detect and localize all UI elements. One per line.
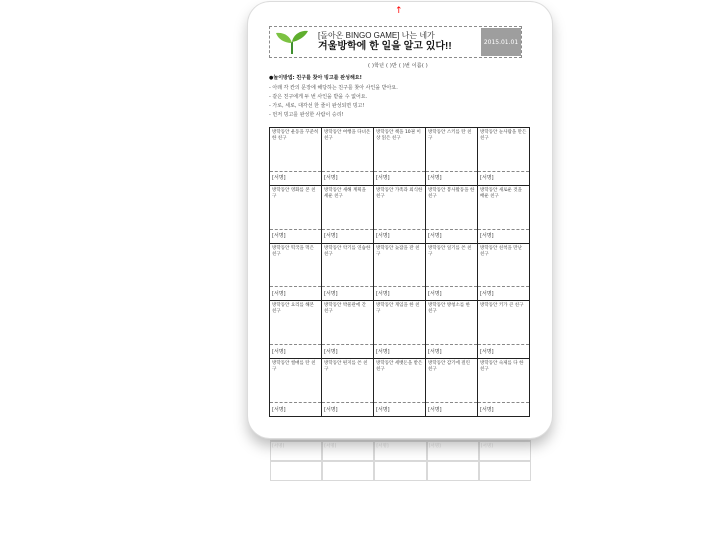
bingo-mission-row <box>270 128 530 172</box>
reflection-cell: [서명] <box>479 441 531 461</box>
bingo-mission-cell: 방학동안 떡국을 먹은 친구 <box>270 243 322 287</box>
bingo-mission-row <box>270 359 530 403</box>
instruction-line: - 같은 친구에게 두 번 사인을 받을 수 없어요. <box>269 94 368 100</box>
bingo-mission-cell: 방학동안 책을 10권 이상 읽은 친구 <box>374 128 426 172</box>
bingo-sign-cell[interactable]: [서명] <box>426 229 478 243</box>
student-info-line: ( )학년 ( )반 ( )번 이름( ) <box>368 63 428 69</box>
bingo-mission-cell: 방학동안 세뱃돈을 받은 친구 <box>374 359 426 403</box>
bingo-mission-cell: 방학동안 눈사람을 만든 친구 <box>478 128 530 172</box>
reflection-cell <box>374 461 426 481</box>
page-reflection <box>262 440 542 540</box>
instruction-line: - 가로, 세로, 대각선 한 줄이 완성되면 빙고! <box>269 103 365 109</box>
bingo-mission-cell: 방학동안 가족과 외식한 친구 <box>374 185 426 229</box>
bingo-mission-cell: 방학동안 친척을 만난 친구 <box>478 243 530 287</box>
bingo-sign-cell[interactable]: [서명] <box>270 403 322 417</box>
bingo-sign-cell[interactable]: [서명] <box>478 287 530 301</box>
bingo-mission-cell: 방학동안 봉사활동을 한 친구 <box>426 185 478 229</box>
bingo-sign-row <box>270 345 530 359</box>
bingo-sign-cell[interactable]: [서명] <box>478 345 530 359</box>
bingo-sign-row <box>270 171 530 185</box>
title-line-2: 겨울방학에 한 일을 알고 있다!! <box>318 41 452 52</box>
bingo-sign-cell[interactable]: [서명] <box>322 229 374 243</box>
bingo-mission-cell: 방학동안 방청소를 한 친구 <box>426 301 478 345</box>
bingo-table <box>269 127 530 417</box>
bingo-sign-cell[interactable]: [서명] <box>374 229 426 243</box>
date-badge: 2015.01.01 <box>481 28 521 56</box>
bingo-mission-cell: 방학동안 요리를 해본 친구 <box>270 301 322 345</box>
bingo-mission-cell: 방학동안 편지를 쓴 친구 <box>322 359 374 403</box>
worksheet-page <box>248 2 552 438</box>
bingo-mission-cell: 방학동안 숙제를 다 한 친구 <box>478 359 530 403</box>
bingo-sign-cell[interactable]: [서명] <box>322 171 374 185</box>
bingo-sign-cell[interactable]: [서명] <box>426 403 478 417</box>
bingo-mission-cell: 방학동안 악기를 연습한 친구 <box>322 243 374 287</box>
reflection-cell <box>427 461 479 481</box>
bingo-mission-cell: 방학동안 썰매를 탄 친구 <box>270 359 322 403</box>
reflection-cell <box>270 461 322 481</box>
reflection-cell: [서명] <box>270 441 322 461</box>
title-box <box>314 31 481 53</box>
bingo-sign-cell[interactable]: [서명] <box>426 287 478 301</box>
bingo-mission-row <box>270 243 530 287</box>
instruction-heading: ●놀이방법: 친구를 찾아 빙고를 완성해요! <box>269 75 362 81</box>
bingo-mission-cell: 방학동안 새로운 것을 배운 친구 <box>478 185 530 229</box>
instruction-line: - 먼저 빙고를 완성한 사람이 승리! <box>269 112 344 118</box>
bingo-sign-cell[interactable]: [서명] <box>478 229 530 243</box>
bingo-sign-cell[interactable]: [서명] <box>426 171 478 185</box>
bingo-mission-cell: 방학동안 새해 계획을 세운 친구 <box>322 185 374 229</box>
bingo-sign-cell[interactable]: [서명] <box>478 171 530 185</box>
bingo-sign-cell[interactable]: [서명] <box>374 287 426 301</box>
bingo-sign-row <box>270 403 530 417</box>
bingo-mission-cell: 방학동안 게임을 한 친구 <box>374 301 426 345</box>
bingo-mission-cell: 방학동안 여행을 다녀온 친구 <box>322 128 374 172</box>
bingo-sign-cell[interactable]: [서명] <box>374 345 426 359</box>
bingo-sign-cell[interactable]: [서명] <box>270 171 322 185</box>
worksheet-header <box>269 26 522 58</box>
reflection-cell <box>322 461 374 481</box>
instruction-line: - 아래 각 칸의 문장에 해당하는 친구를 찾아 사인을 받아요. <box>269 85 398 91</box>
bingo-sign-cell[interactable]: [서명] <box>426 345 478 359</box>
bingo-mission-cell: 방학동안 늦잠을 잔 친구 <box>374 243 426 287</box>
bingo-mission-row <box>270 301 530 345</box>
bingo-sign-row <box>270 287 530 301</box>
bingo-sign-row <box>270 229 530 243</box>
reflection-cell: [서명] <box>374 441 426 461</box>
bingo-mission-cell: 방학동안 영화를 본 친구 <box>270 185 322 229</box>
reflection-cell: [서명] <box>427 441 479 461</box>
bingo-sign-cell[interactable]: [서명] <box>270 229 322 243</box>
bingo-mission-cell: 방학동안 스키를 탄 친구 <box>426 128 478 172</box>
sprout-logo-icon <box>270 27 314 57</box>
bingo-mission-cell: 방학동안 키가 큰 친구 <box>478 301 530 345</box>
cursor-marker: ↑ <box>395 6 403 16</box>
reflection-cell: [서명] <box>322 441 374 461</box>
bingo-sign-cell[interactable]: [서명] <box>322 403 374 417</box>
bingo-mission-cell: 방학동안 박물관에 간 친구 <box>322 301 374 345</box>
bingo-sign-cell[interactable]: [서명] <box>478 403 530 417</box>
bingo-sign-cell[interactable]: [서명] <box>374 171 426 185</box>
bingo-sign-cell[interactable]: [서명] <box>270 287 322 301</box>
bingo-mission-cell: 방학동안 운동을 꾸준히 한 친구 <box>270 128 322 172</box>
bingo-mission-cell: 방학동안 감기에 걸린 친구 <box>426 359 478 403</box>
bingo-sign-cell[interactable]: [서명] <box>270 345 322 359</box>
bingo-sign-cell[interactable]: [서명] <box>374 403 426 417</box>
bingo-mission-cell: 방학동안 일기를 쓴 친구 <box>426 243 478 287</box>
reflection-cell <box>479 461 531 481</box>
bingo-sign-cell[interactable]: [서명] <box>322 345 374 359</box>
bingo-mission-row <box>270 185 530 229</box>
bingo-sign-cell[interactable]: [서명] <box>322 287 374 301</box>
title-line-1: [돌아온 BINGO GAME] 나는 네가 <box>318 31 435 40</box>
